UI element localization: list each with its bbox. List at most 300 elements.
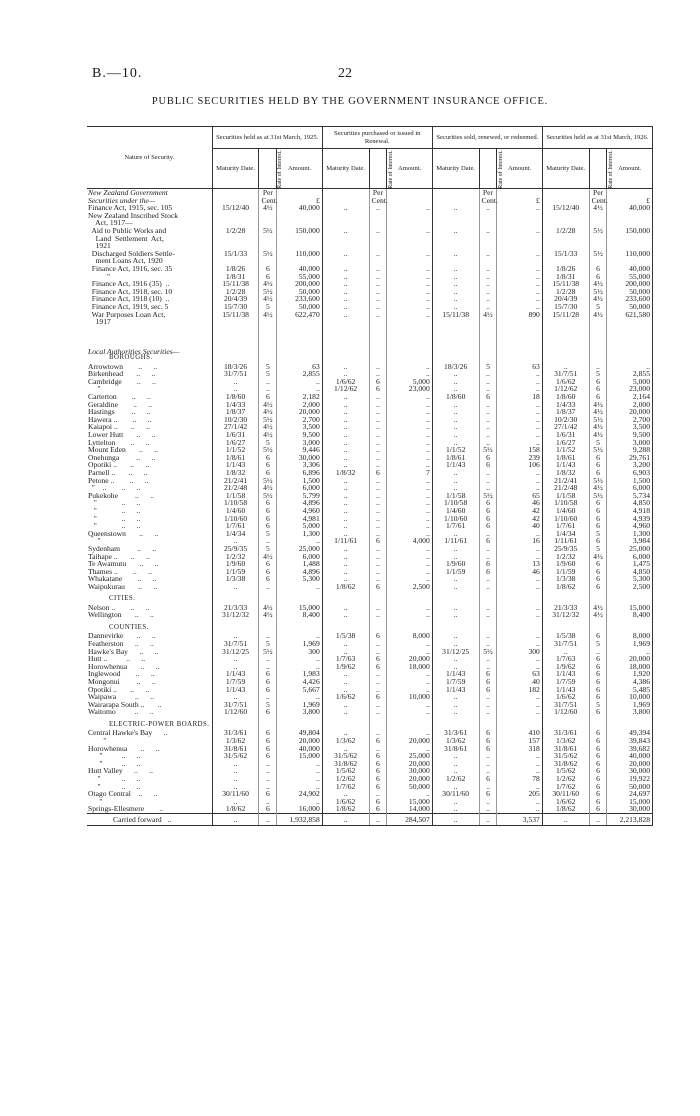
security-name: Cambridge .. .. [88, 376, 156, 386]
maturity-cell: .. [212, 663, 259, 671]
maturity-cell: .. [432, 530, 479, 538]
security-name: Geraldine .. .. [88, 399, 153, 409]
nature-header: Nature of Security. [87, 127, 212, 189]
table-row [87, 189, 653, 197]
security-name: " [88, 384, 101, 394]
maturity-cell: 1/2/28 [542, 227, 589, 235]
maturity-cell: 1/7/63 [322, 655, 369, 663]
maturity-cell: .. [322, 461, 369, 469]
amount-cell: 200,000 [607, 280, 653, 288]
maturity-cell: 1/8/37 [212, 408, 259, 416]
rate-cell: .. [479, 469, 497, 477]
amount-cell: 40,000 [607, 204, 653, 212]
security-name: " [88, 271, 111, 281]
rate-cell [259, 326, 277, 348]
amount-cell: .. [497, 545, 542, 553]
maturity-cell: 15/1/33 [212, 250, 259, 258]
maturity-cell [322, 212, 369, 220]
maturity-cell: 15/11/38 [542, 280, 589, 288]
rate-cell: 6 [589, 507, 607, 515]
amount-cell: 30,000 [387, 767, 432, 775]
rate-cell: .. [369, 545, 387, 553]
maturity-cell: 1/9/60 [432, 560, 479, 568]
amount-cell: 18,000 [387, 663, 432, 671]
rate-cell: 6 [259, 273, 277, 281]
amount-cell: 3,537 [497, 813, 542, 825]
maturity-cell: .. [322, 273, 369, 281]
rate-cell: 6 [369, 385, 387, 393]
amount-cell: .. [497, 385, 542, 393]
amount-cell: .. [387, 507, 432, 515]
amount-cell: 3,000 [607, 439, 653, 447]
amount-cell: 20,000 [387, 760, 432, 768]
maturity-cell: .. [322, 363, 369, 371]
rate-cell: 6 [589, 729, 607, 737]
maturity-cell: .. [322, 745, 369, 753]
amount-cell: .. [387, 423, 432, 431]
table-row [87, 311, 653, 319]
amount-cell: 42 [497, 515, 542, 523]
rate-cell: 6 [589, 568, 607, 576]
rate-cell: 6 [589, 760, 607, 768]
amount-cell: 5,000 [387, 378, 432, 386]
maturity-cell: .. [432, 553, 479, 561]
maturity-cell: .. [432, 477, 479, 485]
maturity-cell: .. [212, 583, 259, 591]
amount-cell: 5,734 [607, 492, 653, 500]
security-name: Carried forward .. [87, 813, 212, 825]
maturity-cell: .. [432, 693, 479, 701]
security-name: Hastings .. .. [88, 407, 151, 417]
maturity-cell: 31/3/61 [432, 729, 479, 737]
amount-cell: 9,500 [607, 431, 653, 439]
maturity-cell [432, 326, 479, 348]
amount-cell: .. [497, 423, 542, 431]
amount-cell: 30,000 [607, 805, 653, 813]
amount-cell: .. [387, 273, 432, 281]
rate-cell: 6 [589, 454, 607, 462]
amount-cell: .. [277, 693, 322, 701]
rate-cell: Per [369, 189, 387, 197]
amount-cell: 2,000 [607, 401, 653, 409]
amount-cell: .. [387, 477, 432, 485]
maturity-cell: 31/7/51 [542, 640, 589, 648]
maturity-cell: .. [432, 265, 479, 273]
amount-cell: 4,960 [607, 522, 653, 530]
amount-cell: 8,400 [607, 611, 653, 619]
amount-cell: 4,939 [607, 515, 653, 523]
amount-cell: 30,000 [277, 454, 322, 462]
maturity-date-header: Maturity Date. [432, 149, 479, 189]
rate-cell: 6 [259, 708, 277, 716]
rate-cell: 6 [589, 469, 607, 477]
rate-cell: .. [369, 745, 387, 753]
maturity-cell: 20/4/39 [212, 295, 259, 303]
rate-header [369, 149, 394, 189]
amount-cell [387, 348, 432, 356]
maturity-cell: 1/7/61 [542, 522, 589, 530]
rate-cell: .. [479, 408, 497, 416]
maturity-cell: 20/4/39 [542, 295, 589, 303]
amount-cell: 3,500 [607, 423, 653, 431]
amount-cell [607, 326, 653, 348]
rate-cell: 6 [589, 790, 607, 798]
amount-cell [277, 235, 322, 243]
rate-cell: 4½ [589, 295, 607, 303]
maturity-cell: .. [542, 648, 589, 656]
security-name: 1921 [88, 241, 111, 251]
maturity-cell: 1/1/58 [212, 492, 259, 500]
rate-cell: 6 [479, 745, 497, 753]
maturity-cell: .. [322, 515, 369, 523]
security-name: Queenstown .. .. [88, 528, 159, 538]
maturity-cell: 15/12/40 [212, 204, 259, 212]
amount-cell: .. [277, 767, 322, 775]
rate-cell: .. [259, 583, 277, 591]
maturity-cell: 21/2/48 [542, 484, 589, 492]
rate-cell: 4½ [479, 311, 497, 319]
rate-cell: .. [369, 303, 387, 311]
security-name: Otago Central .. .. [88, 789, 158, 799]
amount-cell [277, 212, 322, 220]
rate-cell: 6 [589, 708, 607, 716]
rate-header [479, 149, 504, 189]
rate-cell: 6 [259, 568, 277, 576]
rate-cell: .. [369, 227, 387, 235]
maturity-cell: .. [322, 250, 369, 258]
rate-cell: Cent. [479, 197, 497, 205]
rate-cell: .. [369, 790, 387, 798]
rate-cell: 6 [369, 632, 387, 640]
amount-cell: .. [497, 370, 542, 378]
amount-cell: 63 [497, 363, 542, 371]
amount-cell: .. [387, 454, 432, 462]
maturity-cell: 31/8/62 [542, 760, 589, 768]
table-row [87, 708, 653, 716]
amount-cell: 42 [497, 507, 542, 515]
rate-cell: 4½ [589, 553, 607, 561]
maturity-cell: 10/2/30 [542, 416, 589, 424]
amount-cell: .. [497, 553, 542, 561]
amount-cell: .. [497, 583, 542, 591]
amount-cell: 8,000 [607, 632, 653, 640]
amount-cell: .. [387, 575, 432, 583]
maturity-cell: 1/8/62 [542, 805, 589, 813]
amount-cell: 182 [497, 686, 542, 694]
amount-cell: .. [387, 604, 432, 612]
maturity-cell: 1/10/60 [432, 515, 479, 523]
maturity-cell: 1/7/62 [542, 783, 589, 791]
amount-cell: 49,394 [607, 729, 653, 737]
security-name: Nelson .. .. .. [88, 602, 150, 612]
rate-cell: .. [369, 295, 387, 303]
amount-cell: .. [497, 204, 542, 212]
rate-cell: Cent. [369, 197, 387, 205]
maturity-cell: 1/3/38 [212, 575, 259, 583]
maturity-cell: .. [322, 311, 369, 319]
amount-cell: 50,000 [607, 303, 653, 311]
rate-cell: 6 [589, 385, 607, 393]
security-name: Te Awamutu .. .. [88, 559, 159, 569]
amount-cell: 6,000 [277, 484, 322, 492]
rate-cell: Per [259, 189, 277, 197]
rate-cell: .. [259, 537, 277, 545]
table-row [87, 805, 653, 813]
maturity-cell: 1/11/61 [432, 537, 479, 545]
maturity-cell: .. [432, 423, 479, 431]
amount-cell: 40,000 [607, 265, 653, 273]
maturity-cell: 1/11/61 [542, 537, 589, 545]
rate-cell: 5 [259, 303, 277, 311]
rate-cell: .. [479, 760, 497, 768]
security-name: Carterton .. .. [88, 392, 151, 402]
security-name: BOROUGHS. [109, 354, 153, 362]
maturity-cell [322, 189, 369, 197]
maturity-cell: .. [212, 632, 259, 640]
maturity-cell: 1/7/61 [212, 522, 259, 530]
rate-cell: 6 [589, 632, 607, 640]
amount-cell: 233,600 [607, 295, 653, 303]
amount-cell: .. [277, 632, 322, 640]
maturity-cell: .. [322, 640, 369, 648]
rate-cell: 5 [259, 370, 277, 378]
rate-cell: .. [479, 227, 497, 235]
amount-cell: .. [277, 655, 322, 663]
amount-cell: .. [277, 378, 322, 386]
amount-cell: 50,000 [607, 783, 653, 791]
rate-cell: 6 [479, 499, 497, 507]
table-row [87, 235, 653, 243]
rate-cell: 4½ [589, 401, 607, 409]
amount-cell: £ [607, 197, 653, 205]
security-name: " .. .. [88, 505, 141, 515]
rate-cell: .. [479, 530, 497, 538]
maturity-cell: 1/2/28 [212, 288, 259, 296]
maturity-cell: .. [322, 288, 369, 296]
maturity-cell: 1/8/37 [542, 408, 589, 416]
maturity-cell: 31/7/51 [542, 370, 589, 378]
maturity-cell: 31/7/51 [212, 640, 259, 648]
maturity-cell: .. [432, 484, 479, 492]
rate-cell: 6 [259, 752, 277, 760]
amount-cell: 158 [497, 446, 542, 454]
amount-cell: .. [387, 370, 432, 378]
rate-cell: 6 [589, 393, 607, 401]
maturity-cell: 31/12/32 [212, 611, 259, 619]
amount-cell: 19,922 [607, 775, 653, 783]
amount-cell: 1,300 [277, 530, 322, 538]
rate-cell: 6 [259, 469, 277, 477]
amount-cell: 2,164 [607, 393, 653, 401]
amount-cell: .. [387, 280, 432, 288]
maturity-cell: .. [432, 655, 479, 663]
maturity-cell: 1/7/59 [542, 678, 589, 686]
security-name: Pukekohe .. .. [88, 490, 155, 500]
security-name: Finance Act, 1915, sec. 105 [88, 203, 173, 213]
amount-cell: 15,000 [607, 798, 653, 806]
amount-cell: 3,306 [277, 461, 322, 469]
rate-cell: .. [369, 250, 387, 258]
rate-cell: .. [369, 273, 387, 281]
security-name: Land Settlement Act, [88, 233, 164, 243]
security-name: Act, 1917— [88, 218, 133, 228]
rate-cell: Cent. [589, 197, 607, 205]
rate-cell: .. [369, 265, 387, 273]
amount-cell: 1,500 [607, 477, 653, 485]
rate-cell: Per [589, 189, 607, 197]
amount-cell: 3,800 [607, 708, 653, 716]
maturity-cell: 1/5/38 [542, 632, 589, 640]
amount-cell: 25,000 [387, 752, 432, 760]
amount-cell: 3,500 [277, 423, 322, 431]
rate-cell: .. [479, 477, 497, 485]
rate-cell: 6 [479, 678, 497, 686]
security-name: Securities under the— [88, 195, 156, 205]
rate-cell: .. [479, 401, 497, 409]
amount-cell: 20,000 [387, 655, 432, 663]
maturity-cell: 1/3/62 [432, 737, 479, 745]
amount-cell: .. [497, 693, 542, 701]
rate-cell: .. [479, 752, 497, 760]
maturity-cell: 21/2/41 [542, 477, 589, 485]
rate-cell: .. [479, 805, 497, 813]
rate-cell: 6 [479, 729, 497, 737]
rate-cell: .. [259, 775, 277, 783]
maturity-cell: .. [322, 790, 369, 798]
maturity-cell: 25/9/35 [212, 545, 259, 553]
amount-cell: .. [277, 583, 322, 591]
maturity-cell: .. [212, 767, 259, 775]
rate-cell: .. [479, 640, 497, 648]
maturity-cell: 1/6/27 [212, 439, 259, 447]
maturity-cell: .. [432, 708, 479, 716]
rate-cell: 6 [369, 693, 387, 701]
amount-cell: 40 [497, 678, 542, 686]
maturity-cell: .. [432, 663, 479, 671]
maturity-cell: .. [322, 701, 369, 709]
maturity-cell: 1/12/62 [542, 385, 589, 393]
amount-cell: 1,983 [277, 670, 322, 678]
maturity-cell: .. [322, 265, 369, 273]
amount-cell: 3,984 [607, 537, 653, 545]
rate-cell: .. [369, 670, 387, 678]
rate-cell: 6 [479, 522, 497, 530]
rate-cell: 6 [479, 560, 497, 568]
amount-cell: 2,855 [607, 370, 653, 378]
amount-cell: 40 [497, 522, 542, 530]
maturity-cell: .. [432, 760, 479, 768]
maturity-cell: 31/7/51 [542, 701, 589, 709]
amount-cell: 23,000 [607, 385, 653, 393]
amount-cell: .. [497, 760, 542, 768]
amount-cell [277, 318, 322, 326]
security-name: Whakatane .. .. [88, 574, 157, 584]
amount-cell: .. [277, 775, 322, 783]
amount-cell: 4,896 [277, 568, 322, 576]
rate-cell: .. [589, 648, 607, 656]
rate-cell: .. [369, 280, 387, 288]
amount-cell: 50,000 [277, 303, 322, 311]
amount-cell: .. [387, 522, 432, 530]
maturity-cell [542, 189, 589, 197]
maturity-cell: 1/10/60 [212, 515, 259, 523]
maturity-cell [542, 212, 589, 220]
amount-cell: 1,969 [607, 701, 653, 709]
rate-cell: 5½ [259, 648, 277, 656]
maturity-cell: 1/1/58 [542, 492, 589, 500]
security-name: " [88, 536, 101, 546]
rate-cell: 6 [479, 670, 497, 678]
rate-cell [479, 318, 497, 326]
rate-cell: .. [369, 204, 387, 212]
amount-cell: .. [277, 760, 322, 768]
amount-cell: .. [387, 553, 432, 561]
amount-cell: 50,000 [277, 288, 322, 296]
rate-cell: .. [479, 604, 497, 612]
maturity-cell: .. [212, 783, 259, 791]
maturity-cell: .. [322, 568, 369, 576]
maturity-cell: 1/6/62 [542, 798, 589, 806]
rate-cell [589, 318, 607, 326]
security-name: Hawera .. .. .. [88, 414, 152, 424]
rate-cell: 6 [589, 775, 607, 783]
rate-cell: 6 [589, 560, 607, 568]
maturity-cell: .. [322, 507, 369, 515]
amount-cell [387, 189, 432, 197]
maturity-cell: 31/5/62 [212, 752, 259, 760]
amount-cell: 25,000 [277, 545, 322, 553]
maturity-cell: 15/11/28 [542, 311, 589, 319]
maturity-cell: 1/10/60 [542, 515, 589, 523]
rate-cell: .. [479, 265, 497, 273]
amount-cell: .. [497, 663, 542, 671]
security-name: Sydenham .. .. [88, 543, 157, 553]
amount-cell: .. [497, 273, 542, 281]
maturity-cell: 1/1/58 [432, 492, 479, 500]
maturity-cell: 1/8/60 [542, 393, 589, 401]
rate-cell: 6 [589, 537, 607, 545]
amount-cell: 46 [497, 499, 542, 507]
maturity-cell: 1/7/63 [542, 655, 589, 663]
maturity-cell: 1/7/59 [432, 678, 479, 686]
amount-cell: 25,000 [607, 545, 653, 553]
table-row [87, 611, 653, 619]
maturity-cell: .. [322, 204, 369, 212]
amount-cell: 2,855 [277, 370, 322, 378]
maturity-cell: 15/1/33 [542, 250, 589, 258]
table-row [87, 318, 653, 326]
rate-cell: 4½ [259, 401, 277, 409]
amount-cell: .. [497, 575, 542, 583]
maturity-cell: .. [432, 805, 479, 813]
rate-cell: .. [369, 363, 387, 371]
rate-cell: .. [369, 729, 387, 737]
amount-cell: .. [497, 401, 542, 409]
rate-cell [589, 348, 607, 356]
maturity-cell: .. [322, 575, 369, 583]
amount-cell: .. [387, 708, 432, 716]
amount-cell: .. [497, 701, 542, 709]
rate-cell: 6 [259, 805, 277, 813]
rate-cell: .. [369, 370, 387, 378]
amount-cell: 63 [277, 363, 322, 371]
maturity-cell: 31/8/61 [212, 745, 259, 753]
rate-cell: 6 [589, 805, 607, 813]
maturity-cell: 21/3/33 [542, 604, 589, 612]
maturity-cell: 31/5/62 [322, 752, 369, 760]
rate-cell: 4½ [259, 423, 277, 431]
amount-cell: .. [497, 288, 542, 296]
